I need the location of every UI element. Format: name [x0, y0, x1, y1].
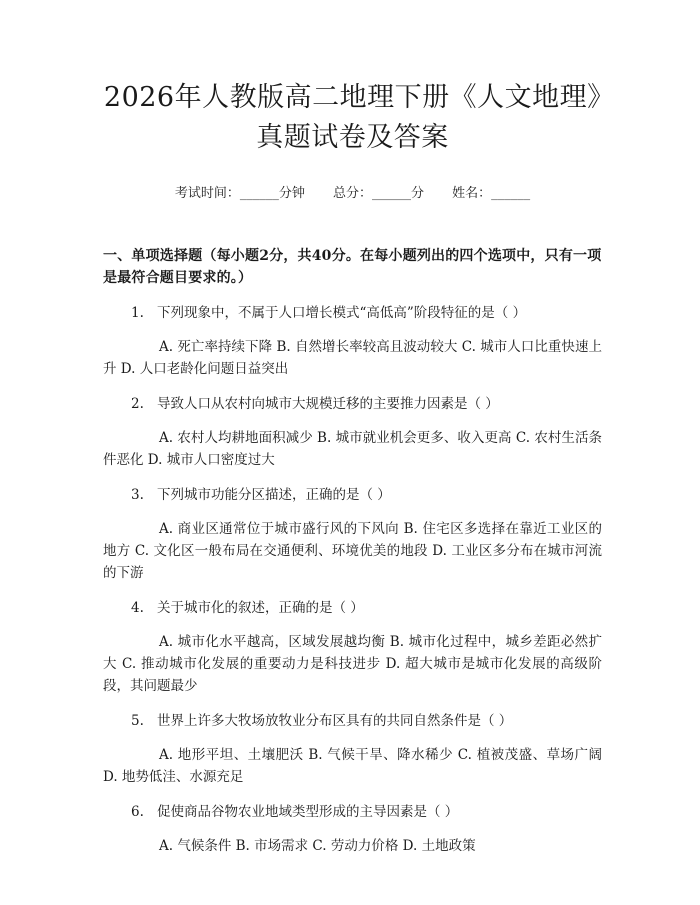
- question-2: [103, 393, 602, 471]
- exam-time-field: 考试时间：______分钟: [174, 186, 305, 201]
- question-options: A. 地形平坦、土壤肥沃 B. 气候干旱、降水稀少 C. 植被茂盛、草场广阔 D. 地势低洼、水源充足: [103, 747, 602, 785]
- exam-meta: [103, 184, 602, 204]
- question-1: [103, 302, 602, 380]
- question-5: [103, 710, 602, 788]
- question-text: 导致人口从农村向城市大规模迁移的主要推力因素是（ ）: [157, 396, 499, 412]
- question-4: [103, 597, 602, 697]
- question-options: A. 死亡率持续下降 B. 自然增长率较高且波动较大 C. 城市人口比重快速上升 D. 人口老龄化问题日益突出: [103, 339, 602, 377]
- document-title: 2026年人教版高二地理下册《人文地理》真题试卷及答案: [103, 82, 602, 153]
- question-number: 6.: [131, 804, 144, 820]
- question-stem: [103, 393, 602, 415]
- question-stem: [103, 801, 602, 823]
- question-3: [103, 484, 602, 584]
- question-stem: [103, 597, 602, 619]
- question-6: [103, 801, 602, 857]
- question-text: 关于城市化的叙述，正确的是（ ）: [157, 600, 364, 616]
- question-number: 2.: [131, 396, 144, 412]
- section-heading: 一、单项选择题（每小题2分，共40分。在每小题列出的四个选项中，只有一项是最符合题目要求的。）: [103, 248, 602, 286]
- question-number: 5.: [131, 713, 144, 729]
- total-score-field: 总分：______分: [332, 186, 424, 201]
- question-text: 世界上许多大牧场放牧业分布区具有的共同自然条件是（ ）: [157, 713, 513, 729]
- question-number: 1.: [131, 305, 144, 321]
- question-number: 4.: [131, 600, 144, 616]
- student-name-field: 姓名：______: [452, 186, 531, 201]
- question-stem: [103, 710, 602, 732]
- question-number: 3.: [131, 487, 144, 503]
- question-options: A. 商业区通常位于城市盛行风的下风向 B. 住宅区多选择在靠近工业区的地方 C. 文化区一般布局在交通便利、环境优美的地段 D. 工业区多分布在城市河流的下游: [103, 521, 602, 581]
- question-options: A. 城市化水平越高，区域发展越均衡 B. 城市化过程中，城乡差距必然扩大 C. 推动城市化发展的重要动力是科技进步 D. 超大城市是城市化发展的高级阶段，其问题最少: [103, 634, 602, 694]
- question-text: 促使商品谷物农业地域类型形成的主导因素是（ ）: [157, 804, 459, 820]
- question-stem: [103, 484, 602, 506]
- question-options: A. 农村人均耕地面积减少 B. 城市就业机会更多、收入更高 C. 农村生活条件恶化 D. 城市人口密度过大: [103, 430, 602, 468]
- question-stem: [103, 302, 602, 324]
- question-options: A. 气候条件 B. 市场需求 C. 劳动力价格 D. 土地政策: [159, 838, 476, 854]
- question-text: 下列城市功能分区描述，正确的是（ ）: [157, 487, 391, 503]
- question-text: 下列现象中，不属于人口增长模式“高低高”阶段特征的是（ ）: [157, 305, 527, 321]
